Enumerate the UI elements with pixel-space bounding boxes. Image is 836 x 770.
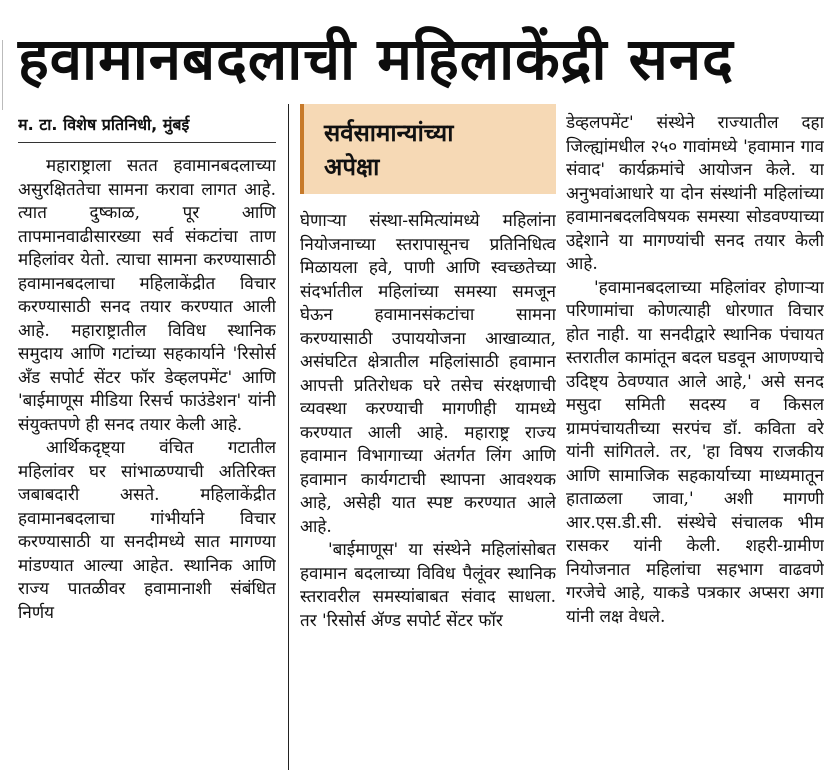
- column-3: [566, 112, 824, 770]
- margin-mark: [2, 40, 11, 110]
- article-headline: हवामानबदलाची महिलाकेंद्री सनद: [18, 25, 734, 93]
- column-1: [18, 104, 276, 770]
- column-1-paragraph-2: आर्थिकदृष्ट्या वंचित गटातील महिलांवर घर सांभाळण्याची अतिरिक्त जबाबदारी असते. महिलाकेंद्रीत हवामानबदलाचा गांभीर्याने विचार करण्यासाठी या सनदीमध्ये सात मागण्या मांडण्यात आल्या आहेत. स्थानिक आणि राज्य पातळीवर हवामानाशी संबंधित निर्णय: [18, 438, 276, 623]
- subheading-box: [300, 104, 556, 194]
- column-3-paragraph-1: डेव्हलपमेंट' संस्थेने राज्यातील दहा जिल्ह्यांमधील २५० गावांमध्ये 'हवामान गाव संवाद' कार्यक्रमांचे आयोजन केले. या अनुभवांआधारे या दोन संस्थांनी महिलांच्या हवामानबदलविषयक समस्या सोडवण्याच्या उद्देशाने या मागण्यांची सनद तयार केली आहे.: [566, 113, 824, 274]
- subheading-line-1: सर्वसामान्यांच्या: [324, 119, 454, 147]
- column-divider-1: [288, 104, 289, 770]
- column-2: [300, 104, 556, 770]
- column-2-paragraph-2: 'बाईमाणूस' या संस्थेने महिलांसोबत हवामान बदलाच्या विविध पैलूंवर स्थानिक स्तरावरील समस्यांबाबत संवाद साधला. तर 'रिसोर्स ॲण्ड सपोर्ट सेंटर फॉर: [300, 540, 556, 631]
- column-3-paragraph-2: 'हवामानबदलाच्या महिलांवर होणाऱ्या परिणामांचा कोणत्याही धोरणात विचार होत नाही. या सनदीद्वारे स्थानिक पंचायत स्तरातील कामांतून बदल घडवून आणण्याचे उदिष्ट्य ठेवण्यात आले आहे,' असे सनद मसुदा समिती सदस्य व किसल ग्रामपंचायतीच्या सरपंच डॉ. कविता वरे यांनी सांगितले. तर, 'हा विषय राजकीय आणि सामाजिक सहकार्याच्या माध्यमातून हाताळला जावा,' अशी मागणी आर.एस.डी.सी. संस्थेचे संचालक भीम रासकर यांनी केली. शहरी-ग्रामीण नियोजनात महिलांचा सहभाग वाढवणे गरजेचे आहे, याकडे पत्रकार अप्सरा अगा यांनी लक्ष वेधले.: [566, 277, 824, 627]
- column-2-paragraph-1: घेणाऱ्या संस्था-समित्यांमध्ये महिलांना नियोजनाच्या स्तरापासूनच प्रतिनिधित्व मिळायला हवे, पाणी आणि स्वच्छतेच्या संदर्भातील महिलांच्या समस्या समजून घेऊन हवामानसंकटांचा सामना करण्यासाठी उपाययोजना आखाव्यात, असंघटित क्षेत्रातील महिलांसाठी हवामान आपत्ती प्रतिरोधक घरे तसेच संरक्षणाची व्यवस्था करण्याची मागणीही यामध्ये करण्यात आली आहे. महाराष्ट्र राज्य हवामान विभागाच्या अंतर्गत लिंग आणि हवामान कार्यगटाची स्थापना आवश्यक आहे, असेही यात स्पष्ट करण्यात आले आहे.: [300, 211, 556, 537]
- subheading-line-2: अपेक्षा: [324, 153, 380, 181]
- column-1-paragraph-1: महाराष्ट्राला सतत हवामानबदलाच्या असुरक्षिततेचा सामना करावा लागत आहे. त्यात दुष्काळ, पूर आणि तापमानवाढीसारख्या सर्व संकटांचा ताण महिलांवर येतो. त्याचा सामना करण्यासाठी हवामानबदलाचा महिलाकेंद्रीत विचार करण्यासाठी सनद तयार करण्यात आली आहे. महाराष्ट्रातील विविध स्थानिक समुदाय आणि गटांच्या सहकार्याने 'रिसोर्स अँड सपोर्ट सेंटर फॉर डेव्हलपमेंट' आणि 'बाईमाणूस मीडिया रिसर्च फाउंडेशन' यांनी संयुक्तपणे ही सनद तयार केली आहे.: [18, 156, 276, 435]
- byline: म. टा. विशेष प्रतिनिधी, मुंबई: [18, 114, 276, 143]
